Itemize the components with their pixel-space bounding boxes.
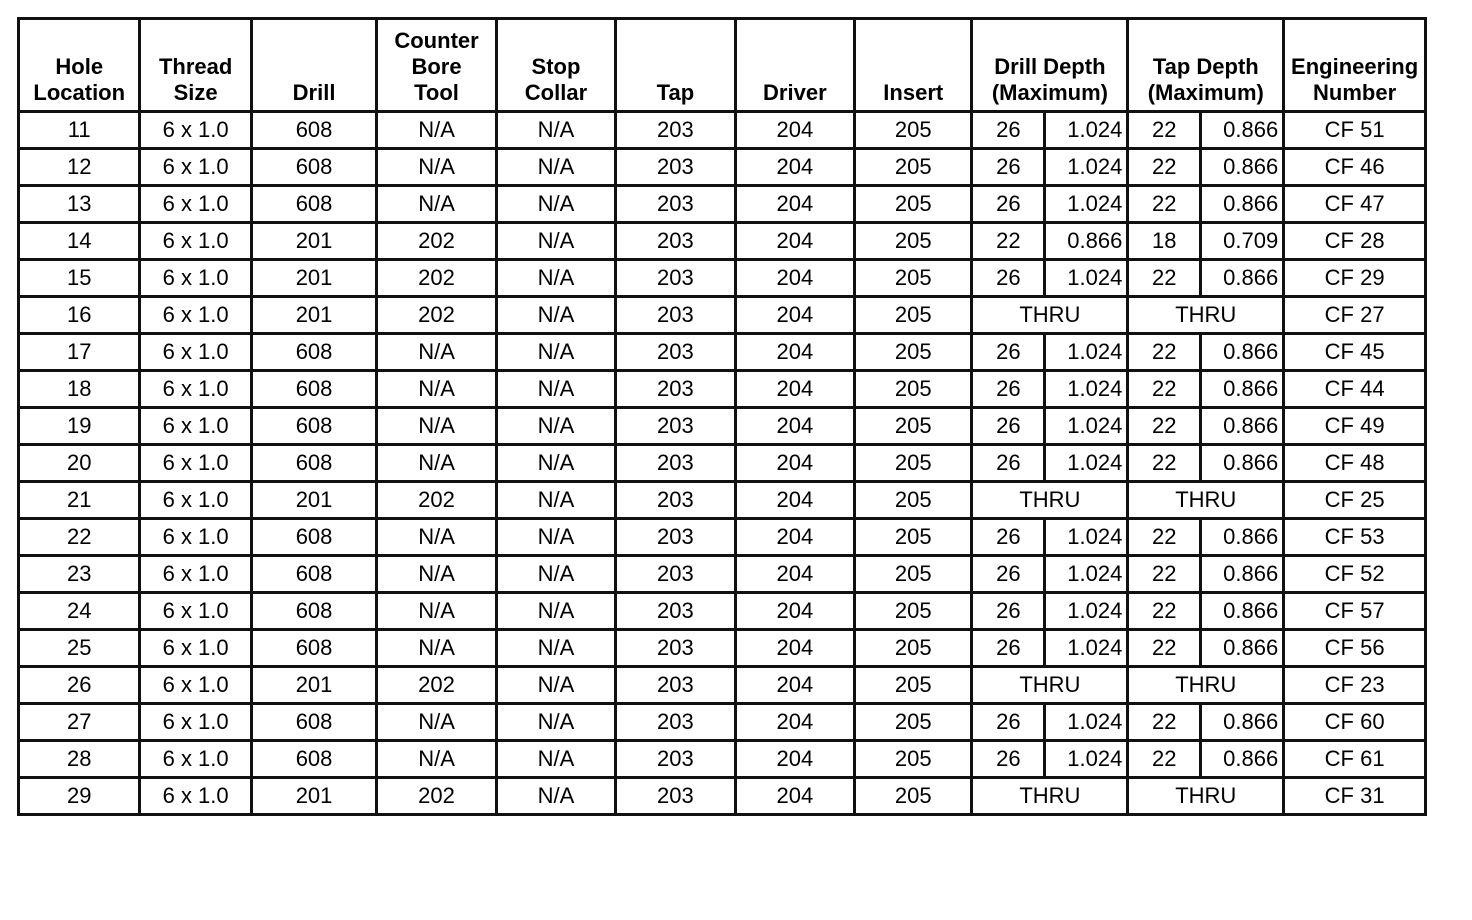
- cell-engineering-number: CF 61: [1284, 741, 1426, 778]
- cell-stop-collar: N/A: [496, 778, 615, 815]
- cell-insert: 205: [855, 741, 972, 778]
- cell-tap-depth-thru: THRU: [1128, 667, 1284, 704]
- cell-tap: 203: [616, 186, 735, 223]
- cell-stop-collar: N/A: [496, 408, 615, 445]
- cell-engineering-number: CF 44: [1284, 371, 1426, 408]
- cell-hole-location: 23: [19, 556, 140, 593]
- cell-engineering-number: CF 53: [1284, 519, 1426, 556]
- cell-stop-collar: N/A: [496, 223, 615, 260]
- cell-counter-bore-tool: N/A: [377, 371, 496, 408]
- cell-tap: 203: [616, 334, 735, 371]
- cell-counter-bore-tool: N/A: [377, 741, 496, 778]
- cell-engineering-number: CF 49: [1284, 408, 1426, 445]
- cell-stop-collar: N/A: [496, 667, 615, 704]
- cell-counter-bore-tool: N/A: [377, 186, 496, 223]
- cell-drill: 201: [251, 667, 377, 704]
- cell-drill-depth-in: 1.024: [1045, 408, 1128, 445]
- cell-tap: 203: [616, 556, 735, 593]
- cell-thread-size: 6 x 1.0: [140, 334, 251, 371]
- cell-tap-depth-mm: 22: [1128, 593, 1201, 630]
- cell-counter-bore-tool: N/A: [377, 112, 496, 149]
- cell-tap-depth-mm: 22: [1128, 556, 1201, 593]
- cell-hole-location: 22: [19, 519, 140, 556]
- table-row: [19, 556, 1426, 593]
- cell-drill-depth-in: 1.024: [1045, 630, 1128, 667]
- cell-drill-depth-mm: 26: [972, 186, 1045, 223]
- cell-drill-depth-mm: 26: [972, 371, 1045, 408]
- cell-thread-size: 6 x 1.0: [140, 630, 251, 667]
- cell-engineering-number: CF 45: [1284, 334, 1426, 371]
- cell-drill-depth-thru: THRU: [972, 297, 1128, 334]
- cell-stop-collar: N/A: [496, 445, 615, 482]
- cell-thread-size: 6 x 1.0: [140, 260, 251, 297]
- cell-drill-depth-in: 1.024: [1045, 741, 1128, 778]
- header-thread-size: [140, 19, 251, 112]
- cell-hole-location: 19: [19, 408, 140, 445]
- cell-stop-collar: N/A: [496, 112, 615, 149]
- cell-counter-bore-tool: 202: [377, 223, 496, 260]
- cell-counter-bore-tool: 202: [377, 667, 496, 704]
- table-row: [19, 741, 1426, 778]
- cell-tap: 203: [616, 667, 735, 704]
- cell-tap-depth-in: 0.709: [1201, 223, 1284, 260]
- cell-tap: 203: [616, 445, 735, 482]
- cell-tap-depth-mm: 22: [1128, 149, 1201, 186]
- cell-tap-depth-in: 0.866: [1201, 371, 1284, 408]
- cell-hole-location: 24: [19, 593, 140, 630]
- cell-insert: 205: [855, 445, 972, 482]
- cell-drill-depth-mm: 26: [972, 704, 1045, 741]
- cell-thread-size: 6 x 1.0: [140, 519, 251, 556]
- header-tap-depth-line1: Tap Depth: [1152, 54, 1259, 79]
- table-row: [19, 186, 1426, 223]
- cell-stop-collar: N/A: [496, 334, 615, 371]
- header-drill-depth-line2: (Maximum): [991, 80, 1108, 105]
- cell-tap: 203: [616, 223, 735, 260]
- cell-counter-bore-tool: N/A: [377, 556, 496, 593]
- cell-stop-collar: N/A: [496, 519, 615, 556]
- cell-hole-location: 18: [19, 371, 140, 408]
- cell-drill: 201: [251, 482, 377, 519]
- cell-tap-depth-in: 0.866: [1201, 334, 1284, 371]
- cell-driver: 204: [735, 704, 854, 741]
- cell-engineering-number: CF 56: [1284, 630, 1426, 667]
- header-counter-bore-tool: [377, 19, 496, 112]
- cell-thread-size: 6 x 1.0: [140, 704, 251, 741]
- table-row: [19, 223, 1426, 260]
- cell-insert: 205: [855, 630, 972, 667]
- cell-hole-location: 27: [19, 704, 140, 741]
- cell-insert: 205: [855, 519, 972, 556]
- cell-driver: 204: [735, 297, 854, 334]
- cell-tap: 203: [616, 297, 735, 334]
- cell-tap-depth-mm: 22: [1128, 186, 1201, 223]
- cell-counter-bore-tool: N/A: [377, 519, 496, 556]
- header-drill-depth-line1: Drill Depth: [994, 54, 1106, 79]
- cell-tap-depth-mm: 22: [1128, 260, 1201, 297]
- cell-tap-depth-in: 0.866: [1201, 630, 1284, 667]
- cell-drill-depth-in: 1.024: [1045, 593, 1128, 630]
- cell-stop-collar: N/A: [496, 556, 615, 593]
- cell-tap-depth-mm: 18: [1128, 223, 1201, 260]
- cell-tap-depth-mm: 22: [1128, 334, 1201, 371]
- cell-thread-size: 6 x 1.0: [140, 223, 251, 260]
- header-engineering-number: [1284, 19, 1426, 112]
- cell-tap-depth-mm: 22: [1128, 371, 1201, 408]
- cell-thread-size: 6 x 1.0: [140, 482, 251, 519]
- cell-tap-depth-in: 0.866: [1201, 186, 1284, 223]
- cell-tap-depth-mm: 22: [1128, 519, 1201, 556]
- cell-drill-depth-mm: 26: [972, 408, 1045, 445]
- cell-thread-size: 6 x 1.0: [140, 371, 251, 408]
- cell-tap-depth-in: 0.866: [1201, 519, 1284, 556]
- cell-thread-size: 6 x 1.0: [140, 186, 251, 223]
- header-hole-location-line1: Hole: [55, 54, 104, 79]
- cell-insert: 205: [855, 112, 972, 149]
- cell-drill: 608: [251, 408, 377, 445]
- header-stop-collar-line1: Stop: [531, 54, 581, 79]
- cell-tap: 203: [616, 778, 735, 815]
- cell-insert: 205: [855, 408, 972, 445]
- header-thread-size-line2: Size: [173, 80, 218, 105]
- cell-drill: 201: [251, 260, 377, 297]
- cell-tap-depth-thru: THRU: [1128, 297, 1284, 334]
- cell-engineering-number: CF 46: [1284, 149, 1426, 186]
- cell-driver: 204: [735, 593, 854, 630]
- cell-thread-size: 6 x 1.0: [140, 112, 251, 149]
- cell-engineering-number: CF 48: [1284, 445, 1426, 482]
- cell-counter-bore-tool: 202: [377, 260, 496, 297]
- cell-tap-depth-mm: 22: [1128, 704, 1201, 741]
- cell-drill-depth-in: 1.024: [1045, 445, 1128, 482]
- cell-tap: 203: [616, 519, 735, 556]
- cell-tap-depth-in: 0.866: [1201, 741, 1284, 778]
- header-counter-bore-tool-line1: Counter: [394, 28, 479, 53]
- cell-tap-depth-in: 0.866: [1201, 408, 1284, 445]
- cell-hole-location: 20: [19, 445, 140, 482]
- cell-tap-depth-in: 0.866: [1201, 260, 1284, 297]
- cell-tap-depth-mm: 22: [1128, 630, 1201, 667]
- cell-insert: 205: [855, 149, 972, 186]
- header-tap-depth-line2: (Maximum): [1147, 80, 1264, 105]
- cell-drill-depth-mm: 26: [972, 741, 1045, 778]
- cell-counter-bore-tool: 202: [377, 297, 496, 334]
- cell-driver: 204: [735, 112, 854, 149]
- cell-driver: 204: [735, 186, 854, 223]
- cell-tap: 203: [616, 704, 735, 741]
- cell-drill: 201: [251, 297, 377, 334]
- header-counter-bore-tool-line3: Tool: [414, 80, 459, 105]
- cell-counter-bore-tool: 202: [377, 482, 496, 519]
- cell-drill-depth-thru: THRU: [972, 667, 1128, 704]
- header-drill-label: Drill: [292, 80, 336, 105]
- cell-stop-collar: N/A: [496, 186, 615, 223]
- header-drill-depth: [972, 19, 1128, 112]
- cell-hole-location: 11: [19, 112, 140, 149]
- cell-counter-bore-tool: N/A: [377, 704, 496, 741]
- cell-insert: 205: [855, 186, 972, 223]
- cell-hole-location: 16: [19, 297, 140, 334]
- cell-drill-depth-in: 1.024: [1045, 519, 1128, 556]
- table-row: [19, 630, 1426, 667]
- cell-tap-depth-in: 0.866: [1201, 149, 1284, 186]
- cell-tap: 203: [616, 149, 735, 186]
- table-row: [19, 704, 1426, 741]
- cell-tap: 203: [616, 593, 735, 630]
- cell-drill-depth-in: 1.024: [1045, 112, 1128, 149]
- cell-drill-depth-in: 1.024: [1045, 149, 1128, 186]
- table-row: [19, 593, 1426, 630]
- cell-drill-depth-in: 1.024: [1045, 704, 1128, 741]
- cell-counter-bore-tool: N/A: [377, 630, 496, 667]
- cell-drill: 201: [251, 778, 377, 815]
- cell-engineering-number: CF 28: [1284, 223, 1426, 260]
- cell-drill: 608: [251, 112, 377, 149]
- cell-counter-bore-tool: N/A: [377, 445, 496, 482]
- cell-insert: 205: [855, 297, 972, 334]
- cell-counter-bore-tool: N/A: [377, 408, 496, 445]
- header-driver: [735, 19, 854, 112]
- cell-thread-size: 6 x 1.0: [140, 593, 251, 630]
- header-insert-label: Insert: [883, 80, 944, 105]
- header-thread-size-line1: Thread: [158, 54, 233, 79]
- cell-insert: 205: [855, 223, 972, 260]
- cell-insert: 205: [855, 371, 972, 408]
- cell-tap: 203: [616, 482, 735, 519]
- cell-driver: 204: [735, 371, 854, 408]
- cell-drill: 608: [251, 445, 377, 482]
- cell-drill: 608: [251, 630, 377, 667]
- cell-counter-bore-tool: N/A: [377, 593, 496, 630]
- cell-drill: 608: [251, 741, 377, 778]
- cell-drill: 608: [251, 149, 377, 186]
- cell-tap-depth-mm: 22: [1128, 408, 1201, 445]
- cell-tap-depth-mm: 22: [1128, 741, 1201, 778]
- table-row: [19, 482, 1426, 519]
- cell-tap-depth-thru: THRU: [1128, 778, 1284, 815]
- cell-engineering-number: CF 57: [1284, 593, 1426, 630]
- cell-insert: 205: [855, 556, 972, 593]
- cell-stop-collar: N/A: [496, 741, 615, 778]
- cell-driver: 204: [735, 556, 854, 593]
- cell-driver: 204: [735, 482, 854, 519]
- cell-tap: 203: [616, 741, 735, 778]
- cell-insert: 205: [855, 704, 972, 741]
- cell-drill-depth-thru: THRU: [972, 482, 1128, 519]
- header-stop-collar-line2: Collar: [524, 80, 588, 105]
- hole-specification-table: [17, 17, 1427, 816]
- cell-counter-bore-tool: N/A: [377, 334, 496, 371]
- cell-drill-depth-in: 1.024: [1045, 186, 1128, 223]
- cell-engineering-number: CF 23: [1284, 667, 1426, 704]
- cell-tap: 203: [616, 112, 735, 149]
- cell-hole-location: 15: [19, 260, 140, 297]
- cell-hole-location: 13: [19, 186, 140, 223]
- table-body: [19, 112, 1426, 815]
- table-row: [19, 149, 1426, 186]
- cell-driver: 204: [735, 260, 854, 297]
- cell-engineering-number: CF 51: [1284, 112, 1426, 149]
- cell-tap: 203: [616, 371, 735, 408]
- cell-drill: 608: [251, 371, 377, 408]
- cell-hole-location: 29: [19, 778, 140, 815]
- cell-engineering-number: CF 27: [1284, 297, 1426, 334]
- cell-hole-location: 14: [19, 223, 140, 260]
- cell-drill: 608: [251, 519, 377, 556]
- cell-thread-size: 6 x 1.0: [140, 445, 251, 482]
- cell-insert: 205: [855, 667, 972, 704]
- cell-tap-depth-thru: THRU: [1128, 482, 1284, 519]
- cell-drill-depth-mm: 26: [972, 149, 1045, 186]
- cell-counter-bore-tool: 202: [377, 778, 496, 815]
- table-row: [19, 408, 1426, 445]
- cell-drill: 201: [251, 223, 377, 260]
- cell-hole-location: 21: [19, 482, 140, 519]
- cell-driver: 204: [735, 334, 854, 371]
- header-hole-location-line2: Location: [33, 80, 126, 105]
- cell-hole-location: 17: [19, 334, 140, 371]
- cell-drill-depth-mm: 26: [972, 260, 1045, 297]
- cell-drill-depth-mm: 26: [972, 630, 1045, 667]
- header-stop-collar: [496, 19, 615, 112]
- cell-stop-collar: N/A: [496, 260, 615, 297]
- cell-tap: 203: [616, 630, 735, 667]
- cell-stop-collar: N/A: [496, 297, 615, 334]
- cell-hole-location: 25: [19, 630, 140, 667]
- cell-engineering-number: CF 25: [1284, 482, 1426, 519]
- cell-drill-depth-mm: 26: [972, 112, 1045, 149]
- cell-engineering-number: CF 31: [1284, 778, 1426, 815]
- cell-hole-location: 12: [19, 149, 140, 186]
- cell-stop-collar: N/A: [496, 149, 615, 186]
- cell-engineering-number: CF 60: [1284, 704, 1426, 741]
- table-row: [19, 667, 1426, 704]
- cell-insert: 205: [855, 778, 972, 815]
- cell-thread-size: 6 x 1.0: [140, 667, 251, 704]
- table-row: [19, 334, 1426, 371]
- cell-stop-collar: N/A: [496, 482, 615, 519]
- header-hole-location: [19, 19, 140, 112]
- cell-drill-depth-in: 1.024: [1045, 371, 1128, 408]
- cell-drill-depth-mm: 22: [972, 223, 1045, 260]
- table-row: [19, 112, 1426, 149]
- cell-drill: 608: [251, 593, 377, 630]
- cell-driver: 204: [735, 741, 854, 778]
- cell-drill: 608: [251, 704, 377, 741]
- cell-engineering-number: CF 29: [1284, 260, 1426, 297]
- cell-insert: 205: [855, 593, 972, 630]
- cell-driver: 204: [735, 223, 854, 260]
- header-counter-bore-tool-line2: Bore: [411, 54, 462, 79]
- cell-drill-depth-in: 1.024: [1045, 556, 1128, 593]
- cell-thread-size: 6 x 1.0: [140, 556, 251, 593]
- table-row: [19, 371, 1426, 408]
- cell-tap-depth-in: 0.866: [1201, 445, 1284, 482]
- cell-thread-size: 6 x 1.0: [140, 778, 251, 815]
- cell-drill: 608: [251, 334, 377, 371]
- header-engineering-number-line1: Engineering: [1291, 54, 1419, 79]
- cell-stop-collar: N/A: [496, 371, 615, 408]
- header-tap: [616, 19, 735, 112]
- cell-driver: 204: [735, 519, 854, 556]
- cell-drill-depth-in: 1.024: [1045, 260, 1128, 297]
- cell-thread-size: 6 x 1.0: [140, 741, 251, 778]
- header-engineering-number-line2: Number: [1313, 80, 1397, 105]
- cell-driver: 204: [735, 408, 854, 445]
- cell-drill-depth-mm: 26: [972, 519, 1045, 556]
- cell-drill-depth-mm: 26: [972, 593, 1045, 630]
- cell-tap-depth-mm: 22: [1128, 112, 1201, 149]
- table-header-row: [19, 19, 1426, 112]
- header-tap-label: Tap: [656, 80, 695, 105]
- cell-tap: 203: [616, 408, 735, 445]
- cell-tap-depth-in: 0.866: [1201, 112, 1284, 149]
- table-row: [19, 260, 1426, 297]
- cell-driver: 204: [735, 667, 854, 704]
- cell-drill-depth-in: 1.024: [1045, 334, 1128, 371]
- cell-engineering-number: CF 47: [1284, 186, 1426, 223]
- table-row: [19, 445, 1426, 482]
- cell-drill: 608: [251, 186, 377, 223]
- cell-drill-depth-mm: 26: [972, 556, 1045, 593]
- cell-stop-collar: N/A: [496, 630, 615, 667]
- cell-insert: 205: [855, 334, 972, 371]
- header-drill: [251, 19, 377, 112]
- cell-tap-depth-mm: 22: [1128, 445, 1201, 482]
- cell-driver: 204: [735, 445, 854, 482]
- header-driver-label: Driver: [763, 80, 827, 105]
- cell-drill-depth-mm: 26: [972, 334, 1045, 371]
- cell-drill-depth-in: 0.866: [1045, 223, 1128, 260]
- table-row: [19, 297, 1426, 334]
- cell-drill-depth-thru: THRU: [972, 778, 1128, 815]
- cell-tap: 203: [616, 260, 735, 297]
- cell-insert: 205: [855, 482, 972, 519]
- header-tap-depth: [1128, 19, 1284, 112]
- table-row: [19, 519, 1426, 556]
- cell-thread-size: 6 x 1.0: [140, 149, 251, 186]
- cell-stop-collar: N/A: [496, 593, 615, 630]
- cell-drill: 608: [251, 556, 377, 593]
- cell-tap-depth-in: 0.866: [1201, 593, 1284, 630]
- table-row: [19, 778, 1426, 815]
- cell-driver: 204: [735, 149, 854, 186]
- cell-driver: 204: [735, 630, 854, 667]
- cell-driver: 204: [735, 778, 854, 815]
- cell-counter-bore-tool: N/A: [377, 149, 496, 186]
- cell-drill-depth-mm: 26: [972, 445, 1045, 482]
- cell-thread-size: 6 x 1.0: [140, 297, 251, 334]
- header-insert: [855, 19, 972, 112]
- cell-thread-size: 6 x 1.0: [140, 408, 251, 445]
- cell-hole-location: 26: [19, 667, 140, 704]
- cell-tap-depth-in: 0.866: [1201, 556, 1284, 593]
- cell-tap-depth-in: 0.866: [1201, 704, 1284, 741]
- cell-hole-location: 28: [19, 741, 140, 778]
- cell-engineering-number: CF 52: [1284, 556, 1426, 593]
- cell-insert: 205: [855, 260, 972, 297]
- cell-stop-collar: N/A: [496, 704, 615, 741]
